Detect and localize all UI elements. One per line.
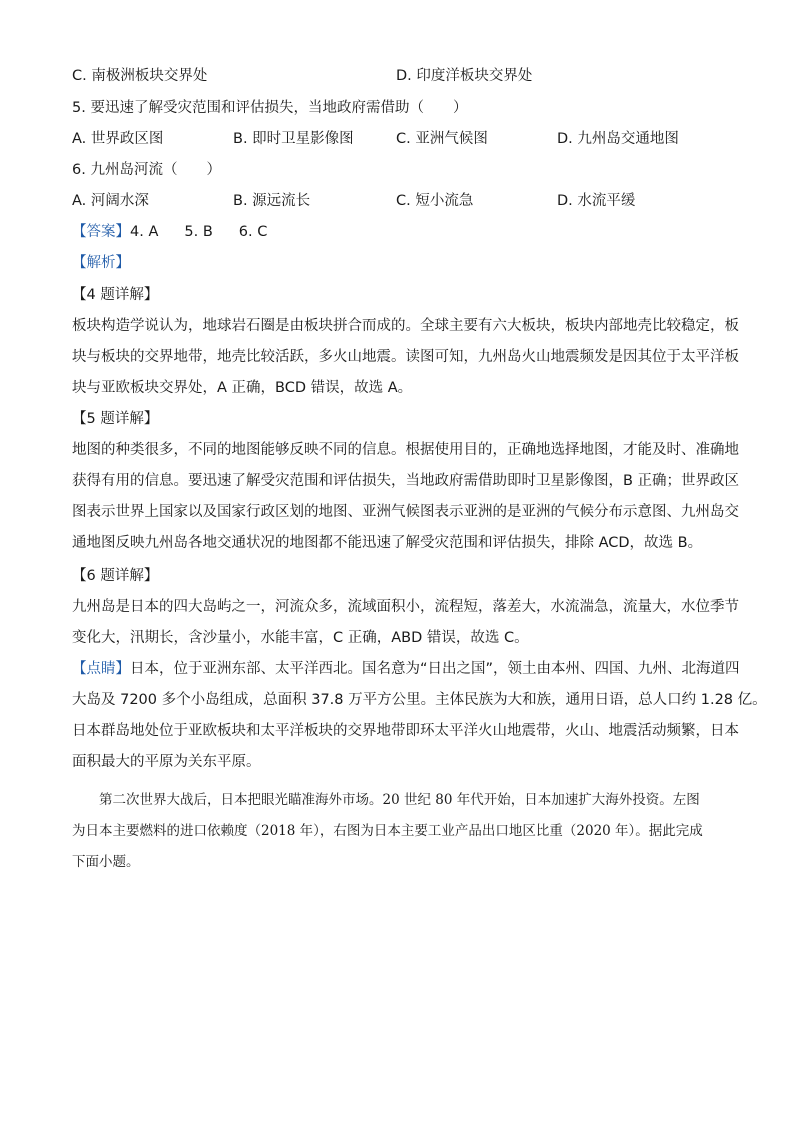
q6-option-b: B. 源远流长 [233, 193, 311, 209]
detail-4-line: 块与亚欧板块交界处，A 正确，BCD 错误，故选 A。 [72, 380, 413, 396]
answer-5: 5. B [184, 224, 213, 240]
q5-stem: 5. 要迅速了解受灾范围和评估损失，当地政府需借助（ ） [72, 100, 468, 116]
dianjing-label: 【点睛】 [72, 661, 130, 677]
dianjing-line: 日本群岛地处位于亚欧板块和太平洋板块的交界地带即环太平洋火山地震带，火山、地震活动频繁，日本 [72, 723, 739, 739]
answer-line [72, 222, 293, 242]
detail-5-line: 地图的种类很多，不同的地图能够反映不同的信息。根据使用目的，正确地选择地图，才能及时、准确地 [72, 442, 739, 458]
q5-option-a: A. 世界政区图 [72, 131, 164, 147]
detail-6-title: 【6 题详解】 [72, 568, 159, 584]
answer-4: 4. A [130, 224, 159, 240]
detail-6-line: 变化大，汛期长，含沙量小，水能丰富，C 正确，ABD 错误，故选 C。 [72, 630, 529, 646]
q4-option-d: D. 印度洋板块交界处 [396, 68, 533, 84]
dianjing-first: 日本，位于亚洲东部、太平洋西北。国名意为“日出之国”，领土由本州、四国、九州、北海道四 [130, 661, 740, 677]
q4-option-c: C. 南极洲板块交界处 [72, 68, 208, 84]
dianjing-body [72, 654, 767, 778]
intro-line: 第二次世界大战后，日本把眼光瞄准海外市场。20 世纪 80 年代开始，日本加速扩大海外投资。左图 [72, 792, 700, 808]
q5-option-b: B. 即时卫星影像图 [233, 131, 354, 147]
detail-6-line: 九州岛是日本的四大岛屿之一，河流众多，流域面积小，流程短，落差大，水流湍急，流量大，水位季节 [72, 599, 739, 615]
detail-5-body [72, 435, 740, 559]
q6-option-a: A. 河阔水深 [72, 193, 149, 209]
q6-stem: 6. 九州岛河流（ ） [72, 162, 221, 178]
detail-4-line: 板块构造学说认为，地球岩石圈是由板块拼合而成的。全球主要有六大板块，板块内部地壳比较稳定，板 [72, 318, 739, 334]
dianjing-first-line [72, 654, 740, 685]
intro-line: 为日本主要燃料的进口依赖度（2018 年），右图为日本主要工业产品出口地区比重（2020 年）。据此完成 [72, 823, 703, 839]
dianjing-line: 大岛及 7200 多个小岛组成，总面积 37.8 万平方公里。主体民族为大和族，通用日语，总人口约 1.28 亿。 [72, 692, 767, 708]
next-intro [72, 785, 722, 878]
intro-line: 下面小题。 [72, 854, 140, 870]
q6-option-c: C. 短小流急 [396, 193, 474, 209]
detail-5-line: 图表示世界上国家以及国家行政区划的地图、亚洲气候图表示亚洲的是亚洲的气候分布示意图、九州岛交 [72, 504, 739, 520]
detail-4-title: 【4 题详解】 [72, 287, 159, 303]
detail-4-line: 块与板块的交界地带，地壳比较活跃，多火山地震。读图可知，九州岛火山地震频发是因其位于太平洋板 [72, 349, 739, 365]
answer-6: 6. C [238, 224, 268, 240]
detail-5-line: 通地图反映九州岛各地交通状况的地图都不能迅速了解受灾范围和评估损失，排除 ACD，故选 B。 [72, 535, 703, 551]
q6-option-d: D. 水流平缓 [557, 193, 636, 209]
detail-5-line: 获得有用的信息。要迅速了解受灾范围和评估损失，当地政府需借助即时卫星影像图，B 正确；世界政区 [72, 473, 740, 489]
detail-4-body [72, 311, 739, 404]
q5-option-d: D. 九州岛交通地图 [557, 131, 679, 147]
detail-6-body [72, 592, 739, 654]
dianjing-line: 面积最大的平原为关东平原。 [72, 754, 261, 770]
detail-5-title: 【5 题详解】 [72, 411, 159, 427]
analysis-label: 【解析】 [72, 255, 130, 271]
q5-option-c: C. 亚洲气候图 [396, 131, 488, 147]
answer-label: 【答案】 [72, 224, 130, 240]
